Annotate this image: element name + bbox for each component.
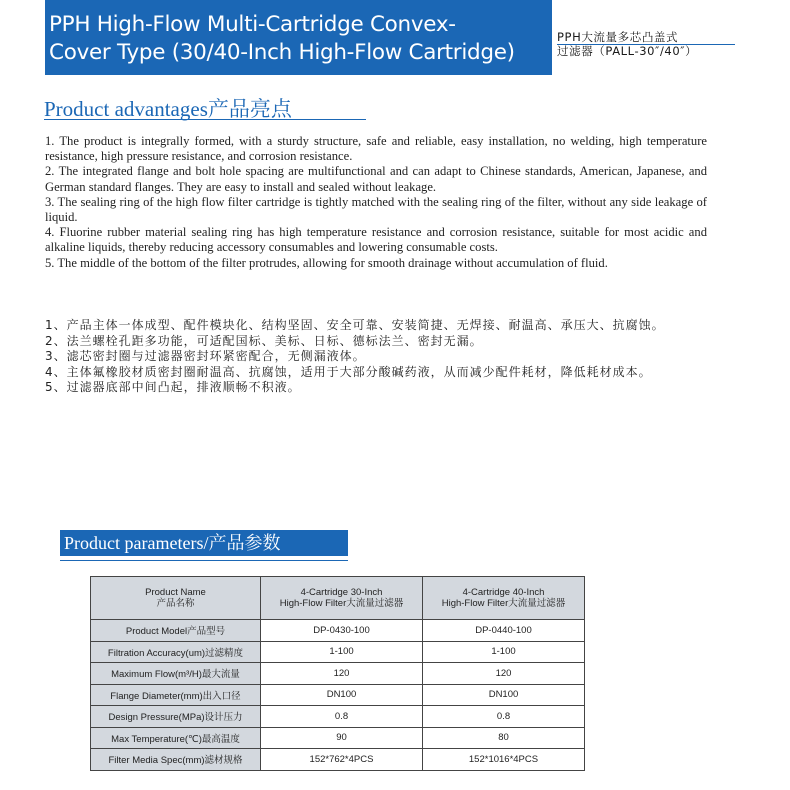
header-product-name bbox=[91, 577, 261, 620]
table-row bbox=[91, 727, 585, 749]
row-value-30: DN100 bbox=[261, 684, 423, 706]
header-text: 4-Cartridge 40-Inch bbox=[462, 587, 545, 598]
table-row bbox=[91, 641, 585, 663]
row-value-40: 120 bbox=[423, 663, 585, 685]
row-label: Filter Media Spec(mm)滤材规格 bbox=[91, 749, 261, 771]
advantages-english-list bbox=[45, 134, 707, 271]
row-value-30: 1-100 bbox=[261, 641, 423, 663]
header-30-inch bbox=[261, 577, 423, 620]
row-label: Product Model产品型号 bbox=[91, 620, 261, 642]
header-text: High-Flow Filter大流量过滤器 bbox=[279, 598, 404, 609]
row-value-30: 120 bbox=[261, 663, 423, 685]
advantage-cn-item: 5、过滤器底部中间凸起，排液顺畅不积液。 bbox=[45, 380, 301, 394]
row-value-30: 0.8 bbox=[261, 706, 423, 728]
table-row bbox=[91, 706, 585, 728]
row-value-40: 0.8 bbox=[423, 706, 585, 728]
table-row bbox=[91, 620, 585, 642]
advantage-en-item: 3. The sealing ring of the high flow filter cartridge is tightly matched with the sealing ring of the filter, without any side leakage of liquid. bbox=[45, 194, 707, 225]
row-label: Flange Diameter(mm)出入口径 bbox=[91, 684, 261, 706]
parameters-heading-rule bbox=[60, 560, 348, 561]
parameters-heading: Product parameters/产品参数 bbox=[60, 530, 348, 556]
advantages-heading-rule bbox=[44, 119, 366, 120]
advantage-en-item: 5. The middle of the bottom of the filter protrudes, allowing for smooth drainage without accumulation of fluid. bbox=[45, 255, 608, 270]
advantage-cn-item: 4、主体氟橡胶材质密封圈耐温高、抗腐蚀，适用于大部分酸碱药液，从而减少配件耗材，降低耗材成本。 bbox=[45, 364, 652, 379]
row-value-40: DN100 bbox=[423, 684, 585, 706]
advantage-cn-item: 1、产品主体一体成型、配件模块化、结构坚固、安全可靠、安装简捷、无焊接、耐温高、承压大、抗腐蚀。 bbox=[45, 318, 665, 332]
row-value-40: 1-100 bbox=[423, 641, 585, 663]
row-value-30: 90 bbox=[261, 727, 423, 749]
subtitle-rule bbox=[557, 44, 735, 45]
title-line-2: Cover Type (30/40-Inch High-Flow Cartridge) bbox=[49, 40, 515, 65]
advantage-cn-item: 2、法兰螺栓孔距多功能，可适配国标、美标、日标、德标法兰、密封无漏。 bbox=[45, 333, 483, 348]
advantages-chinese-list bbox=[45, 318, 707, 396]
row-label: Filtration Accuracy(um)过滤精度 bbox=[91, 641, 261, 663]
header-text: Product Name bbox=[145, 587, 206, 598]
row-value-30: 152*762*4PCS bbox=[261, 749, 423, 771]
row-value-40: DP-0440-100 bbox=[423, 620, 585, 642]
row-label: Design Pressure(MPa)设计压力 bbox=[91, 706, 261, 728]
title-line-1: PPH High-Flow Multi-Cartridge Convex- bbox=[49, 12, 456, 37]
header-text: High-Flow Filter大流量过滤器 bbox=[441, 598, 566, 609]
advantage-cn-item: 3、滤芯密封圈与过滤器密封环紧密配合，无侧漏液体。 bbox=[45, 349, 366, 363]
title-banner bbox=[45, 0, 552, 75]
row-value-30: DP-0430-100 bbox=[261, 620, 423, 642]
table-row bbox=[91, 749, 585, 771]
subtitle-line-1: PPH大流量多芯凸盖式 bbox=[557, 30, 679, 44]
subtitle-line-2: 过滤器（PALL-30″/40″） bbox=[557, 44, 698, 58]
row-label: Max Temperature(℃)最高温度 bbox=[91, 727, 261, 749]
advantages-heading: Product advantages产品亮点 bbox=[44, 97, 292, 121]
parameters-table bbox=[90, 576, 585, 771]
chinese-subtitle bbox=[557, 30, 697, 58]
advantage-en-item: 1. The product is integrally formed, with a sturdy structure, safe and reliable, easy installation, no welding, high temperature resistance, high pressure resistance, and corrosion resistance. bbox=[45, 134, 707, 164]
advantage-en-item: 4. Fluorine rubber material sealing ring has high temperature resistance and corrosion resistance, suitable for most acidic and alkaline liquids, thereby reducing accessory consumables and lowering consumable costs. bbox=[45, 225, 707, 255]
table-row bbox=[91, 684, 585, 706]
header-text: 4-Cartridge 30-Inch bbox=[300, 587, 383, 598]
advantage-en-item: 2. The integrated flange and bolt hole spacing are multifunctional and can adapt to Chinese standards, American, Japanese, and German standard flanges. They are easy to install and sealed without leakage. bbox=[45, 164, 707, 194]
row-value-40: 152*1016*4PCS bbox=[423, 749, 585, 771]
table-header-row bbox=[91, 577, 585, 620]
row-value-40: 80 bbox=[423, 727, 585, 749]
table-row bbox=[91, 663, 585, 685]
row-label: Maximum Flow(m³/H)最大流量 bbox=[91, 663, 261, 685]
header-text: 产品名称 bbox=[156, 598, 195, 609]
header-40-inch bbox=[423, 577, 585, 620]
